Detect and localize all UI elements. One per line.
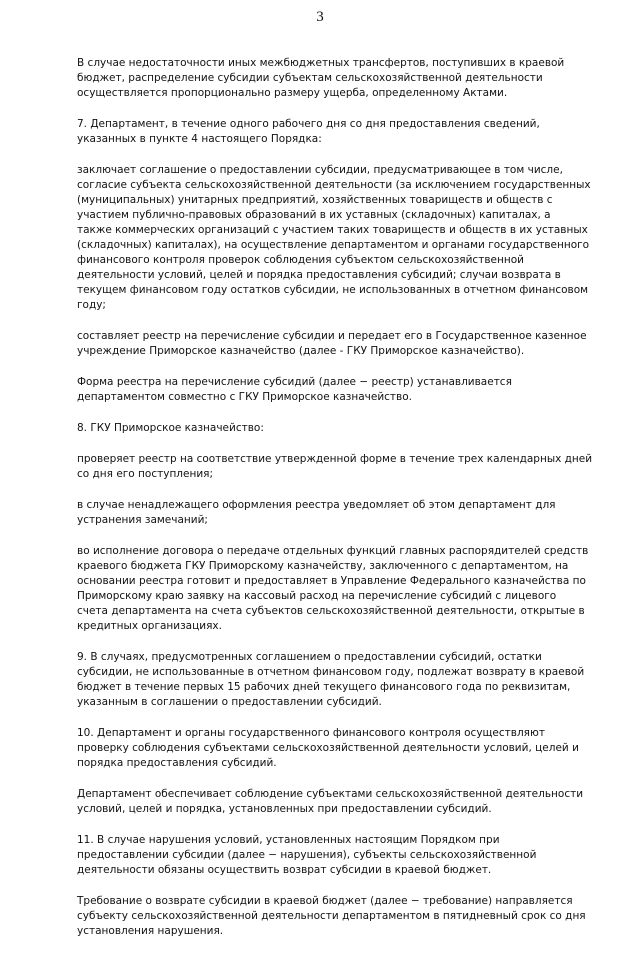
text-line: Форма реестра на перечисление субсидий (далее − реестр) устанавливается — [77, 376, 512, 388]
text-line: финансового контроля проверок соблюдения субъектом сельскохозяйственной — [77, 254, 524, 266]
document-body — [77, 56, 593, 955]
text-line: участием публично-правовых образований в их уставных (складочных) капиталах, а — [77, 209, 551, 221]
text-line: установления нарушения. — [77, 925, 224, 937]
text-line: счета департамента на счета субъектов сельскохозяйственной деятельности, открытые в — [77, 605, 585, 617]
text-line: департаментом совместно с ГКУ Приморское казначейство. — [77, 391, 412, 403]
text-line: в случае ненадлежащего оформления реестра уведомляет об этом департамент для — [77, 499, 556, 511]
text-line: устранения замечаний; — [77, 514, 208, 526]
paragraph — [77, 498, 567, 528]
text-line: (складочных) капиталах), на осуществление департаментом и органами государственного — [77, 239, 590, 251]
text-line: осуществляется пропорционально размеру ущерба, определенному Актами. — [77, 87, 508, 99]
paragraph — [77, 421, 567, 436]
text-line: Департамент обеспечивает соблюдение субъектами сельскохозяйственной деятельности — [77, 788, 584, 800]
paragraph — [77, 56, 567, 101]
text-line: предоставлении субсидии (далее − нарушения), субъекты сельскохозяйственной — [77, 849, 537, 861]
paragraph — [77, 894, 586, 939]
page-number: 3 — [316, 9, 324, 25]
text-line: текущем финансовом году остатков субсидии, не использованных в отчетном финансовом — [77, 284, 589, 296]
text-line: заключает соглашение о предоставлении субсидии, предусматривающее в том числе, — [77, 164, 563, 176]
text-line: порядка предоставления субсидий. — [77, 757, 277, 769]
paragraph — [77, 452, 593, 482]
text-line: 10. Департамент и органы государственного финансового контроля осуществляют — [77, 727, 545, 739]
paragraph — [77, 544, 589, 634]
text-line: условий, целей и порядка, установленных при предоставлении субсидий. — [77, 803, 492, 815]
text-line: (муниципальных) унитарных предприятий, хозяйственных товариществ и обществ с — [77, 194, 553, 206]
text-line: основании реестра готовит и предоставляет в Управление Федерального казначейства по — [77, 575, 586, 587]
text-line: кредитных организациях. — [77, 620, 222, 632]
text-line: В случае недостаточности иных межбюджетных трансфертов, поступивших в краевой — [77, 57, 565, 69]
paragraph — [77, 726, 579, 771]
text-line: во исполнение договора о передаче отдельных функций главных распорядителей средств — [77, 545, 589, 557]
text-line: Приморскому краю заявку на кассовый расход на перечисление субсидий с лицевого — [77, 590, 557, 602]
text-line: проверку соблюдения субъектами сельскохозяйственной деятельности условий, целей и — [77, 742, 579, 754]
text-line: краевого бюджета ГКУ Приморскому казначейству, заключенного с департаментом, на — [77, 560, 569, 572]
paragraph — [77, 833, 567, 878]
text-line: 9. В случаях, предусмотренных соглашением о предоставлении субсидий, остатки — [77, 651, 542, 663]
paragraph — [77, 375, 567, 405]
text-line: бюджет в течение первых 15 рабочих дней текущего финансового года по реквизитам, — [77, 681, 571, 693]
text-line: проверяет реестр на соответствие утвержденной форме в течение трех календарных дней — [77, 453, 593, 465]
text-line: 7. Департамент, в течение одного рабочего дня со дня предоставления сведений, — [77, 118, 540, 130]
text-line: со дня его поступления; — [77, 468, 214, 480]
paragraph — [77, 117, 567, 147]
text-line: учреждение Приморское казначейство (далее - ГКУ Приморское казначейство). — [77, 345, 525, 357]
text-line: составляет реестр на перечисление субсидии и передает его в Государственное казенное — [77, 330, 587, 342]
text-line: указанных в пункте 4 настоящего Порядка: — [77, 133, 322, 145]
paragraph — [77, 650, 585, 710]
text-line: согласие субъекта сельскохозяйственной деятельности (за исключением государственных — [77, 179, 591, 191]
paragraph — [77, 787, 584, 817]
paragraph — [77, 163, 591, 313]
text-line: деятельности условий, целей и порядка предоставления субсидий; случаи возврата в — [77, 269, 561, 281]
paragraph — [77, 329, 587, 359]
text-line: субсидии, не использованные в отчетном финансовом году, подлежат возврату в краевой — [77, 666, 585, 678]
text-line: деятельности обязаны осуществить возврат субсидии в краевой бюджет. — [77, 864, 492, 876]
text-line: году; — [77, 299, 106, 311]
text-line: указанным в соглашении о предоставлении субсидий. — [77, 696, 382, 708]
text-line: бюджет, распределение субсидии субъектам сельскохозяйственной деятельности — [77, 72, 543, 84]
text-line: 8. ГКУ Приморское казначейство: — [77, 422, 264, 434]
text-line: субъекту сельскохозяйственной деятельности департаментом в пятидневный срок со дня — [77, 910, 586, 922]
text-line: также коммерческих организаций с участием таких товариществ и обществ в их уставных — [77, 224, 588, 236]
text-line: Требование о возврате субсидии в краевой бюджет (далее − требование) направляется — [77, 895, 573, 907]
text-line: 11. В случае нарушения условий, установленных настоящим Порядком при — [77, 834, 500, 846]
